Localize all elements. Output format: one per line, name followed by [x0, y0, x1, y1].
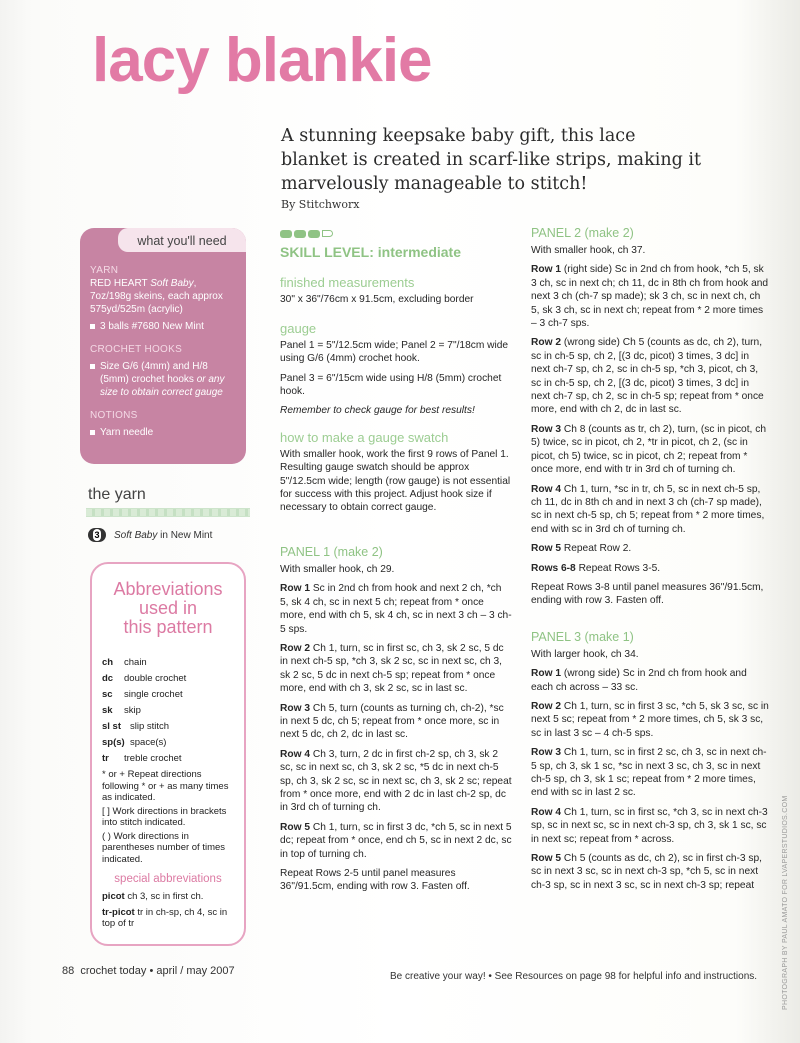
page-number: 88 — [62, 965, 75, 977]
row-label: Row 3 — [531, 747, 562, 759]
finished-heading: finished measurements — [280, 275, 415, 291]
note-parentheses: ( ) Work directions in parentheses number of times indicated. — [102, 830, 226, 865]
skill-segment-empty — [322, 230, 333, 237]
page-title: lacy blankie — [92, 26, 432, 95]
notions-bullet — [90, 426, 238, 439]
abbreviation-list — [102, 655, 244, 930]
abbr-key: tr — [102, 753, 109, 764]
abbr-key: picot — [102, 891, 125, 902]
yarn-name: Soft Baby — [150, 278, 194, 289]
row-text: Repeat Row 2. — [561, 543, 632, 555]
bullet-square-icon — [90, 430, 95, 435]
row-text: (right side) Sc in 2nd ch from hook, *ch 5, sk 3 ch, sc in next ch; ch 11, dc in 8th ch from hook and next 3 ch (ch-7 sp made); sk 3 ch, sc in next ch, ch 5, sk 3 ch, sc in next ch; repeat from * 2 more times – 3 ch-7 sps. — [531, 264, 769, 330]
list-item — [102, 687, 244, 703]
row-text: Ch 1, turn, sc in first sc, ch 3, sk 2 sc, 5 dc in next ch-5 sp, *ch 3, sk 2 sc, sc in next sc, ch 3, sk 2 sc, 5 dc in next ch-5 sp; repeat from * once more, end with ch 3, sk 2 sc, sc in last sc. — [280, 642, 504, 695]
abbr-key: ch — [102, 657, 114, 668]
intro-text: A stunning keepsake baby gift, this lace blanket is created in scarf-like strips, making it marvelously manageable to stitch! — [281, 126, 701, 194]
list-item — [102, 751, 244, 767]
panel3-row — [531, 700, 769, 740]
panel1-row — [280, 702, 512, 742]
panel1-row — [280, 582, 512, 636]
magazine-issue: crochet today • april / may 2007 — [80, 965, 235, 977]
gauge-p2: Panel 3 = 6"/15cm wide using H/8 (5mm) crochet hook. — [280, 372, 502, 398]
panel2-heading: PANEL 2 (make 2) — [531, 226, 634, 240]
panel3-row — [531, 852, 769, 892]
row-label: Row 4 — [280, 748, 311, 760]
row-label: Row 5 — [531, 853, 562, 865]
panel1-row — [280, 821, 512, 861]
special-abbreviations-heading: special abbreviations — [114, 873, 222, 885]
skill-segment-filled — [294, 230, 306, 238]
row-label: Row 4 — [531, 483, 562, 495]
panel2-row — [531, 483, 769, 537]
panel1-heading: PANEL 1 (make 2) — [280, 544, 383, 559]
hooks-note: or any size to obtain correct gauge — [100, 374, 225, 398]
row-label: Row 3 — [280, 702, 311, 714]
yarn-caption-color: in New Mint — [157, 530, 213, 541]
panel1-row — [280, 642, 512, 696]
panel2-row — [531, 423, 769, 477]
row-text: Sc in 2nd ch from hook and next 2 ch, *ch 5, sk 4 ch, sc in next 5 ch; repeat from * once more, end with ch 5, sk 4 ch, sc in next 3 ch – 3 ch-5 sps. — [280, 583, 512, 635]
abbr-key: sl st — [102, 721, 122, 732]
abbr-value: tr in ch-sp, ch 4, sc in top of tr — [102, 906, 228, 929]
panel2-row — [531, 336, 769, 416]
panel3-row — [531, 806, 769, 846]
note-star: * or + Repeat directions following * or + as many times as indicated. — [102, 769, 229, 803]
bullet-square-icon — [90, 364, 95, 369]
finished-text: 30" x 36"/76cm x 91.5cm, excluding border — [280, 294, 474, 306]
yarn-caption-name: Soft Baby — [114, 530, 158, 541]
panel3-row — [531, 667, 769, 694]
row-text: Ch 1, turn, *sc in tr, ch 5, sc in next ch-5 sp, ch 11, dc in 8th ch and in next 3 ch (ch-7 sp made), sc in next ch-5 sp, ch 5; repeat from * 2 more times, end with sc in 3rd ch of turning ch. — [531, 483, 765, 535]
row-text: Ch 1, turn, sc in first 2 sc, ch 3, sc in next ch-5 sp, ch 3, sk 1 sc, *sc in next 3 sc, ch 3, sc in next ch-5 sp, ch 3, sk 1 sc; repeat from * 2 more times, end with sc in last 2 sc. — [531, 747, 767, 799]
column-right — [531, 226, 769, 892]
row-label: Row 1 — [531, 668, 562, 680]
panel3-row — [531, 746, 769, 800]
yarn-bullet-text: 3 balls #7680 New Mint — [100, 321, 204, 332]
footer-left — [62, 965, 235, 977]
row-text: Ch 1, turn, sc in first 3 sc, *ch 5, sk 3 sc, sc in next 5 sc; repeat from * 2 more times, ch 5, sk 3 sc, sc in last 3 sc – 4 ch-5 sps. — [531, 700, 769, 739]
materials-box — [80, 228, 246, 464]
yarn-caption — [114, 530, 212, 541]
yarn-swatch-stripe — [86, 508, 250, 517]
notions-text: Yarn needle — [100, 427, 154, 438]
hooks-sizes: Size G/6 (4mm) and H/8 (5mm) crochet hooks — [100, 361, 208, 385]
swatch-text: With smaller hook, work the first 9 rows of Panel 1. Resulting gauge swatch should be approx 5"/12.5cm wide; length (row gauge) is not essential for success with this project. Adjust hook size if necessary to obtain correct gauge. — [280, 448, 511, 514]
abbr-key: sp(s) — [102, 737, 125, 748]
panel1-closing: Repeat Rows 2-5 until panel measures 36"/91.5cm, ending with row 3. Fasten off. — [280, 868, 470, 893]
note-brackets: [ ] Work directions in brackets into stitch indicated. — [102, 805, 227, 828]
row-label: Row 1 — [531, 264, 562, 276]
panel1-row — [280, 748, 512, 815]
abbr-value: treble crochet — [124, 753, 182, 764]
abbr-value: ch 3, sc in first ch. — [124, 891, 204, 902]
yarn-brand: RED HEART — [90, 278, 151, 289]
abbreviations-heading — [92, 580, 244, 637]
materials-tab: what you'll need — [118, 228, 246, 252]
panel2-intro: With smaller hook, ch 37. — [531, 245, 646, 256]
gauge-heading: gauge — [280, 320, 317, 336]
abbreviations-box — [90, 562, 246, 946]
panel2-row — [531, 562, 769, 575]
byline: By Stitchworx — [281, 198, 360, 211]
row-text: Ch 5 (counts as dc, ch 2), sc in first ch-3 sp, sc in next 3 sc, sc in next ch-3 sp, *ch 5, sc in next ch-3 sp, sc in next 3 sc, sc in next ch-3 sp; repeat — [531, 853, 763, 891]
abbr-key: sc — [102, 689, 113, 700]
list-item — [102, 655, 244, 671]
list-item — [102, 703, 244, 719]
abbr-value: skip — [124, 705, 141, 716]
panel2-row — [531, 263, 769, 330]
row-label: Row 5 — [280, 821, 311, 833]
list-item — [102, 735, 244, 751]
skill-level-bar — [280, 230, 512, 238]
abbr-value: slip stitch — [130, 721, 170, 732]
yarn-heading: YARN — [90, 265, 119, 276]
abbr-heading-line-1: Abbreviations — [113, 579, 223, 599]
panel1-intro: With smaller hook, ch 29. — [280, 563, 395, 575]
hooks-bullet — [90, 360, 238, 399]
row-label: Row 2 — [531, 700, 562, 712]
panel2-row — [531, 542, 769, 555]
notions-heading: NOTIONS — [90, 410, 138, 421]
row-label: Row 5 — [531, 543, 562, 555]
abbr-value: double crochet — [124, 673, 187, 684]
skill-level: SKILL LEVEL: intermediate — [280, 244, 461, 260]
row-text: Ch 5, turn (counts as turning ch, ch-2), *sc in next 5 dc, ch 5; repeat from * once more, sc in next 5 dc, ch 2, dc in last sc. — [280, 702, 504, 741]
row-label: Row 2 — [531, 337, 562, 349]
abbr-heading-line-2: used in — [138, 598, 198, 618]
abbr-value: space(s) — [130, 737, 167, 748]
skill-segment-filled — [280, 230, 292, 238]
row-text: Ch 8 (counts as tr, ch 2), turn, (sc in picot, ch 5) twice, sc in picot, ch 2, *tr in picot, ch 2, (sc in picot, ch 5) twice, sc in picot, ch 2; repeat from * once more, end with tr in 3rd ch of turning ch. — [531, 423, 766, 476]
yarn-bullet — [90, 320, 238, 333]
gauge-p1: Panel 1 = 5"/12.5cm wide; Panel 2 = 7"/18cm wide using G/6 (4mm) crochet hook. — [280, 339, 509, 365]
row-label: Row 4 — [531, 806, 562, 818]
row-text: Ch 3, turn, 2 dc in first ch-2 sp, ch 3, sk 2 sc, sc in next sc, ch 3, sk 2 sc, *5 dc in next ch-5 sp, ch 3, sk 2 sc, sc in next sc, ch 3, sk 2 sc; repeat from * once more, end with 2 dc in last ch-2 sp, dc in 3rd ch of turning ch. — [280, 748, 512, 814]
bullet-square-icon — [90, 324, 95, 329]
special-tr-picot — [102, 907, 240, 930]
yarn-spec: , 7oz/198g skeins, each approx 575yd/525m (acrylic) — [90, 278, 223, 315]
yarn-weight-icon — [88, 528, 106, 542]
abbr-heading-line-3: this pattern — [123, 617, 213, 637]
special-picot — [102, 891, 240, 903]
hooks-text — [100, 360, 238, 399]
photo-credit: PHOTOGRAPH BY PAUL AMATO FOR LVAPERSTUDIOS.COM — [782, 795, 789, 1010]
row-label: Rows 6-8 — [531, 562, 576, 574]
abbr-value: single crochet — [124, 689, 183, 700]
yarn-text — [90, 277, 238, 316]
list-item — [102, 719, 244, 735]
abbr-value: chain — [124, 657, 147, 668]
gauge-reminder: Remember to check gauge for best results! — [280, 405, 475, 417]
abbr-key: tr-picot — [102, 906, 135, 918]
column-middle — [280, 228, 512, 894]
row-text: Repeat Rows 3-5. — [575, 562, 661, 574]
abbr-key: dc — [102, 673, 114, 684]
skill-segment-filled — [308, 230, 320, 238]
panel2-closing: Repeat Rows 3-8 until panel measures 36"/91.5cm, ending with row 3. Fasten off. — [531, 581, 764, 607]
row-text: Ch 1, turn, sc in first 3 dc, *ch 5, sc in next 5 dc; repeat from * once, end ch 5, sc in next 2 dc, sc in top of turning ch. — [280, 821, 512, 860]
abbr-key: sk — [102, 705, 113, 716]
row-text: Ch 1, turn, sc in first sc, *ch 3, sc in next ch-3 sp, sc in next sc, sc in next ch-3 sp, ch 3, sk 1 sc, sc in next sc; repeat from * across. — [531, 806, 768, 845]
hooks-heading: CROCHET HOOKS — [90, 344, 183, 355]
list-item — [102, 671, 244, 687]
row-label: Row 1 — [280, 583, 311, 595]
panel3-heading: PANEL 3 (make 1) — [531, 629, 634, 644]
yarn-weight-number: 3 — [94, 530, 100, 540]
panel3-intro: With larger hook, ch 34. — [531, 648, 639, 660]
row-text: (wrong side) Ch 5 (counts as dc, ch 2), turn, sc in ch-5 sp, ch 2, [(3 dc, picot) 3 times, 3 dc] in next ch-7 sp, ch 2, sc in ch-5 sp, *ch 3, picot, ch 3, sc in ch-5 sp, ch 2, [(3 dc, picot) 3 times, 3 dc] in next ch-7 sp, ch 2, sc in ch-5 sp; repeat from * once more, end with ch 2, dc in last sc. — [531, 337, 764, 416]
footer-right: Be creative your way! • See Resources on page 98 for helpful info and instructions. — [390, 971, 758, 982]
row-text: (wrong side) Sc in 2nd ch from hook and each ch across – 33 sc. — [531, 668, 747, 693]
row-label: Row 3 — [531, 423, 562, 435]
the-yarn-heading: the yarn — [88, 486, 146, 503]
row-label: Row 2 — [280, 642, 311, 654]
swatch-heading: how to make a gauge swatch — [280, 429, 449, 445]
